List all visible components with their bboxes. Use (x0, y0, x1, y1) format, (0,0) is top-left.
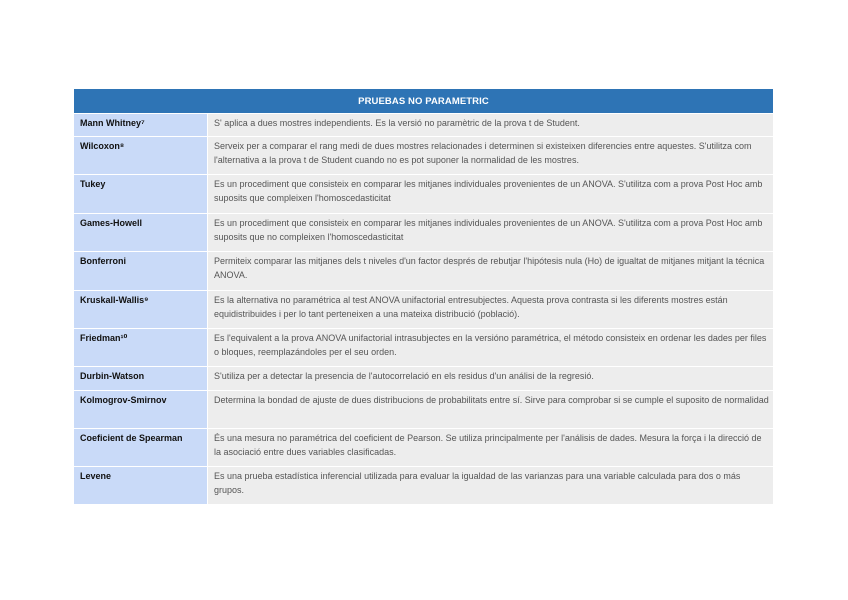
table-row (74, 290, 773, 328)
table-row (74, 428, 773, 466)
test-name: Bonferroni (74, 251, 207, 290)
test-name: Kruskall-Wallis⁹ (74, 290, 207, 328)
test-description: S' aplica a dues mostres independients. Es la versió no paramètric de la prova t de Student. (207, 113, 773, 136)
table-row (74, 113, 773, 136)
table-row (74, 466, 773, 504)
test-name: Tukey (74, 174, 207, 213)
table-row (74, 328, 773, 366)
table-header: PRUEBAS NO PARAMETRIC (74, 89, 773, 113)
test-description: Determina la bondad de ajuste de dues distribucions de probabilitats entre sí. Sirve para comprobar si se cumple el suposito de normalidad (207, 390, 773, 428)
test-description: Es un procediment que consisteix en comparar les mitjanes individuales provenientes de un ANOVA. S'utilitza com a prova Post Hoc amb suposits que no compleixen l'homoscedasticitat (207, 213, 773, 251)
test-name: Durbin-Watson (74, 366, 207, 390)
table-row (74, 366, 773, 390)
test-description: Es un procediment que consisteix en comparar les mitjanes individuales provenientes de un ANOVA. S'utilitza com a prova Post Hoc amb suposits que compleixen l'homoscedasticitat (207, 174, 773, 213)
table-row (74, 213, 773, 251)
test-description: És una mesura no paramétrica del coeficient de Pearson. Se utiliza principalmente per l'análisis de dades. Mesura la força i la direcció de la asociació entre dues variables clasificadas. (207, 428, 773, 466)
test-description: Permiteix comparar las mitjanes dels t niveles d'un factor després de rebutjar l'hipótesis nula (Ho) de igualtat de mitjanes mitjant la técnica ANOVA. (207, 251, 773, 290)
test-description: S'utiliza per a detectar la presencia de l'autocorrelació en els residus d'un análisi de la regresió. (207, 366, 773, 390)
table-row (74, 136, 773, 174)
table-row (74, 390, 773, 428)
test-description: Es una prueba estadística inferencial utilizada para evaluar la igualdad de las varianzas para una variable calculada para dos o más grupos. (207, 466, 773, 504)
test-name: Friedman¹⁰ (74, 328, 207, 366)
test-name: Wilcoxon⁸ (74, 136, 207, 174)
table-row (74, 251, 773, 290)
test-name: Mann Whitney⁷ (74, 113, 207, 136)
test-description: Es l'equivalent a la prova ANOVA unifactorial intrasubjectes en la versióno paramétrica, el método consisteix en ordenar les dades per files o bloques, reemplazándoles per el seu orden. (207, 328, 773, 366)
test-name: Games-Howell (74, 213, 207, 251)
test-name: Kolmogrov-Smirnov (74, 390, 207, 428)
test-name: Levene (74, 466, 207, 504)
nonparametric-tests-table (74, 89, 773, 504)
test-description: Es la alternativa no paramétrica al test ANOVA unifactorial entresubjectes. Aquesta prova contrasta si les diferents mostres están equidistribuides i per lo tant perteneixen a una mateixa distribució (població). (207, 290, 773, 328)
table-row (74, 174, 773, 213)
test-description: Serveix per a comparar el rang medi de dues mostres relacionades i determinen si existeixen diferencies entre aquestes. S'utilitza com l'alternativa a la prova t de Student cuando no es pot suponer la normalidad de les mostres. (207, 136, 773, 174)
test-name: Coeficient de Spearman (74, 428, 207, 466)
